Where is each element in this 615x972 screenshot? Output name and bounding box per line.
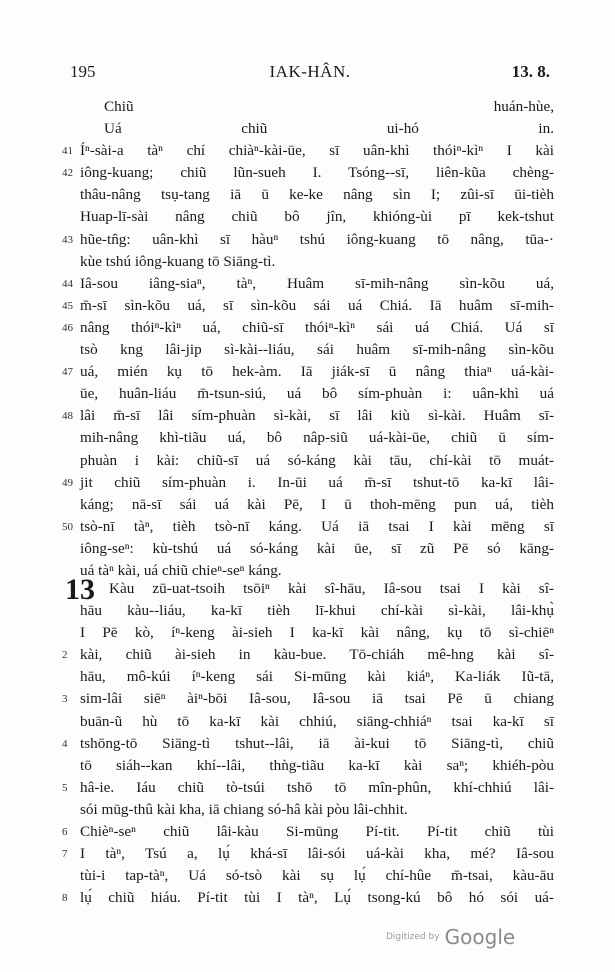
verse-text: Íⁿ-sài-a tàⁿ chí chiàⁿ-kài-ūe, sī uân-khì thóiⁿ-kìⁿ I kài	[80, 142, 554, 160]
verse-text: I tàⁿ, Tsú a, lụ́ khá-sī lâi-sói uá-kài kha, mé? Iâ-sou	[80, 845, 554, 863]
digitized-label: Digitized by	[386, 932, 440, 942]
running-header	[70, 62, 550, 86]
text-line	[62, 96, 554, 118]
verse-text: tsò-nī tàⁿ, tièh tsò-nī káng. Uá iā tsai I kài mēng sī	[80, 517, 554, 535]
text-line	[62, 644, 554, 666]
verse-text: uá, mién kụ tō hek-àm. Iā jiák-sī ū nâng thiaⁿ uá-kài-	[80, 363, 554, 381]
text-line	[62, 383, 554, 405]
verse-text: I Pē kò, íⁿ-keng ài-sieh I ka-kī kài nâng, kụ tō sì-chiēⁿ	[80, 624, 554, 642]
chapter-number: 13	[65, 573, 95, 606]
text-line	[62, 622, 554, 644]
text-line	[62, 538, 554, 560]
verse-text: uá tàⁿ kài, uá chiũ chieⁿ-seⁿ káng.	[80, 561, 282, 579]
verse-text: m̄-sī sìn-kõu uá, sī sìn-kõu sái uá Chiá. Iā huâm sī-mih-	[80, 296, 554, 314]
verse-number: 4	[62, 737, 68, 750]
google-logo: Google	[444, 925, 516, 949]
verse-text: sim-lâi siēⁿ àiⁿ-bōi Iâ-sou, Iâ-sou iā tsai Pē ū chiang	[80, 690, 554, 708]
verse-number: 7	[62, 848, 68, 861]
verse-text: káng; nā-sī sái uá kài Pē, I ū thoh-mēng pun uá, tièh	[80, 495, 554, 513]
text-line	[62, 733, 554, 755]
verse-text: Kàu zū-uat-tsoih tsōiⁿ kài sî-hāu, Iâ-sou tsai I kài sî-	[109, 580, 554, 597]
verse-text: jit chiũ sím-phuàn i. In-ūi uá m̄-sī tshut-tō ka-kī lâi-	[80, 473, 554, 491]
text-line	[62, 361, 554, 383]
verse-text: Chiũ huán-hùe,	[104, 98, 554, 115]
text-line	[62, 821, 554, 843]
verse-text: kùe tshú iông-kuang tō Siāng-tì.	[80, 252, 276, 270]
verse-number: 44	[62, 277, 73, 290]
verse-text: iông-kuang; chiũ lũn-sueh I. Tsóng--sī, liên-kũa chèng-	[80, 164, 554, 182]
text-line	[62, 405, 554, 427]
verse-text: mih-nâng khì-tiãu uá, bô nâp-siũ uá-kài-ūe, chiũ ū sím-	[80, 429, 554, 447]
verse-number: 45	[62, 299, 73, 312]
verse-number: 50	[62, 520, 73, 533]
text-line	[62, 573, 554, 606]
verse-text: hũe-tn̂g: uân-khì sī hàuⁿ tshú iông-kuang tō nâng, tūa-·	[80, 230, 554, 248]
text-line	[62, 140, 554, 162]
chapter-13-text	[62, 573, 554, 909]
text-line	[62, 494, 554, 516]
text-line	[62, 777, 554, 799]
verse-text: buān-ũ hù tō ka-kī kài chhiú, siāng-chhiáⁿ tsai ka-kī sī	[80, 712, 554, 730]
verse-text: Chièⁿ-seⁿ chiũ lâi-kàu Si-mūng Pí-tit. Pí-tit chiũ tùi	[80, 823, 554, 841]
text-line	[62, 516, 554, 538]
chapter-verse-ref: 13. 8.	[511, 62, 550, 81]
text-line	[62, 711, 554, 733]
verse-number: 41	[62, 145, 73, 158]
verse-number: 48	[62, 410, 73, 423]
verse-text: Huap-lī-sài nâng chiũ bô jîn, khióng-ùi pī kek-tshut	[80, 208, 554, 226]
text-line	[62, 229, 554, 251]
text-line	[62, 887, 554, 909]
verse-text: Iâ-sou iâng-siaⁿ, tàⁿ, Huâm sī-mih-nâng sìn-kõu uá,	[80, 274, 554, 292]
verse-number: 6	[62, 826, 68, 839]
verse-text: lâi m̄-sī lâi sím-phuàn sì-kài, sī lâi kiù sì-kài. Huâm sī-	[80, 407, 554, 425]
verse-text: hāu kàu--liáu, ka-kī tièh lī-khui chí-kài sì-kài, lâi-khụ̀	[80, 602, 554, 620]
verse-number: 49	[62, 476, 73, 489]
verse-number: 5	[62, 781, 68, 794]
verse-number: 2	[62, 649, 68, 662]
verse-text: nâng thóiⁿ-kìⁿ uá, chiũ-sī thóiⁿ-kìⁿ sái uá Chiá. Uá sī	[80, 318, 554, 336]
text-line	[62, 295, 554, 317]
text-line	[62, 118, 554, 140]
verse-text: phuàn i kài: chiũ-sī uá só-káng kài tāu, chí-kài tō muát-	[80, 451, 554, 469]
book-title: IAK-HÂN.	[269, 62, 351, 81]
text-line	[62, 755, 554, 777]
text-line	[62, 206, 554, 228]
verse-text: iông-seⁿ: kù-tshú uá só-káng kài ūe, sī zũ Pē só kāng-	[80, 539, 554, 557]
text-line	[62, 843, 554, 865]
text-line	[62, 666, 554, 688]
text-line	[62, 600, 554, 622]
verse-text: thâu-nâng tsụ-tang iā ū ke-ke nâng sìn I; zûi-sī ūi-tièh	[80, 186, 554, 204]
verse-text: hâ-ie. Iáu chiũ tò-tsúi tshō tō mîn-phûn, khí-chhiú lâi-	[80, 778, 554, 796]
verse-text: sói mūg-thû kài kha, iā chiang só-hâ kài pòu lâi-chhit.	[80, 800, 408, 818]
text-line	[62, 317, 554, 339]
text-line	[62, 251, 554, 273]
verse-text: tshōng-tō Siāng-tì tshut--lâi, iā ài-kui tō Siāng-tì, chiũ	[80, 734, 554, 752]
verse-text: kài, chiũ ài-sieh in kàu-bue. Tō-chiáh mê-hng kài sî-	[80, 646, 554, 664]
text-line	[62, 688, 554, 710]
text-line	[62, 450, 554, 472]
verse-number: 3	[62, 693, 68, 706]
verse-text: hāu, mô-kúi íⁿ-keng sái Si-mūng kài kiáⁿ, Ka-liák Iũ-tā,	[80, 668, 554, 686]
verse-number: 47	[62, 366, 73, 379]
verse-text: tō siáh--kan khí--lâi, thǹg-tiãu ka-kī kài saⁿ; khiéh-pòu	[80, 756, 554, 774]
text-line	[62, 865, 554, 887]
digitization-watermark	[386, 925, 515, 949]
verse-text: tsò kng lâi-jip sì-kài--liáu, sái huâm sī-mih-nâng sìn-kõu	[80, 341, 554, 359]
verse-number: 43	[62, 233, 73, 246]
chapter-12-text	[62, 96, 554, 582]
verse-number: 46	[62, 321, 73, 334]
text-line	[62, 472, 554, 494]
verse-text: lụ́ chiũ hiáu. Pí-tit tùi I tàⁿ, Lụ́ tsong-kú bô hó sói uá-	[80, 889, 554, 907]
text-line	[62, 162, 554, 184]
verse-number: 8	[62, 892, 68, 905]
text-line	[62, 427, 554, 449]
verse-text: Uá chiũ ui-hó in.	[104, 120, 554, 138]
text-line	[62, 184, 554, 206]
text-line	[62, 799, 554, 821]
page-number: 195	[70, 62, 96, 81]
text-line	[62, 273, 554, 295]
verse-text: tùi-i tap-tàⁿ, Uá só-tsò kài sụ lụ́ chí-hûe m̄-tsai, kàu-āu	[80, 867, 554, 885]
text-line	[62, 339, 554, 361]
verse-text: ūe, huân-liáu m̄-tsun-siú, uá bô sím-phuàn i: uân-khì uá	[80, 385, 554, 403]
verse-number: 42	[62, 167, 73, 180]
